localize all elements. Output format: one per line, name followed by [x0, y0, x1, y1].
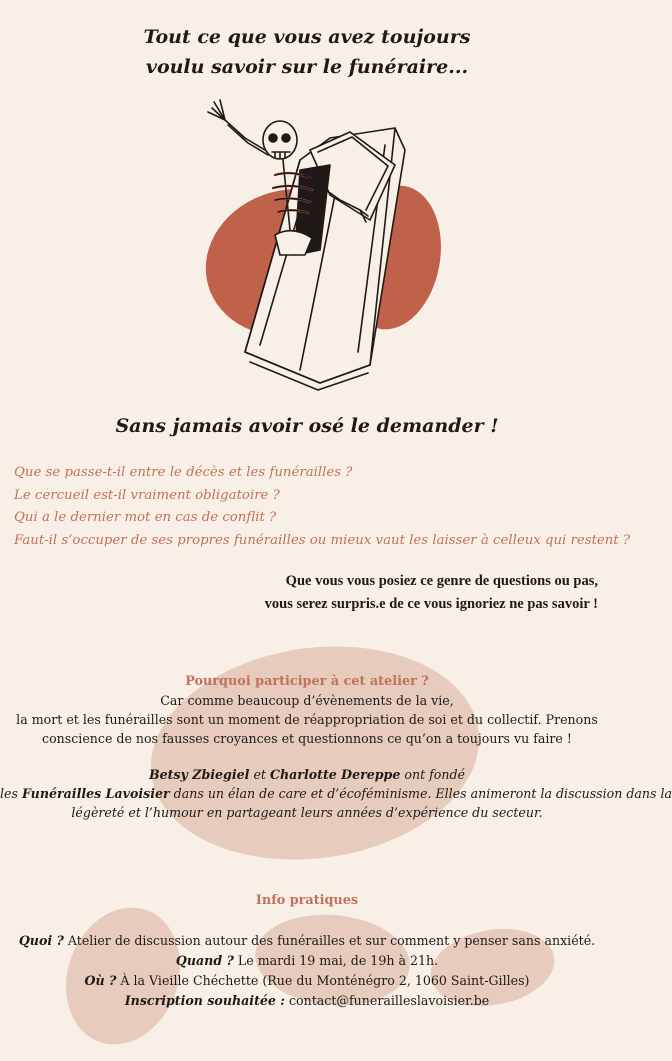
founder-name-2: Charlotte Dereppe — [269, 767, 401, 782]
quand-value: Le mardi 19 mai, de 19h à 21h. — [233, 953, 439, 968]
title-line-2: voulu savoir sur le funéraire... — [145, 56, 469, 78]
statement — [265, 570, 598, 616]
statement-line-1: Que vous vous posiez ce genre de questions ou pas, — [285, 573, 598, 589]
founders-line-2-rest: dans un élan de care et d’écoféminisme. Elles animeront la discussion dans la — [169, 786, 672, 801]
why-section — [0, 672, 614, 748]
founders-and: et — [249, 767, 270, 782]
founders-section — [0, 765, 672, 822]
why-line-2: la mort et les funérailles sont un moment de réappropriation de soi et du collectif. Prenons — [16, 712, 598, 727]
question-2: Le cercueil est-il vraiment obligatoire ? — [14, 487, 280, 503]
info-section — [0, 891, 614, 1011]
founders-line-3: légèreté et l’humour en partageant leurs années d’expérience du secteur. — [71, 805, 543, 820]
founders-les: les — [0, 786, 22, 801]
skeleton-coffin-illustration — [0, 0, 614, 400]
company-name: Funérailles Lavoisier — [21, 786, 170, 801]
quand-label: Quand ? — [175, 953, 234, 968]
question-3: Qui a le dernier mot en cas de conflit ? — [14, 510, 277, 525]
background-blob-large — [137, 626, 493, 880]
why-line-3: conscience de nos fausses croyances et questionnons ce qu’on a toujours vu faire ! — [42, 731, 572, 746]
quoi-value: Atelier de discussion autour des funérailles et sur comment y penser sans anxiété. — [63, 933, 596, 948]
quoi-label: Quoi ? — [18, 933, 64, 948]
inscription-label: Inscription souhaitée : — [124, 993, 285, 1008]
question-4: Faut-il s’occuper de ses propres funérailles ou mieux vaut les laisser à celleux qui restent ? — [14, 532, 631, 548]
founder-name-1: Betsy Zbiegiel — [148, 767, 250, 782]
ou-value: À la Vieille Chéchette (Rue du Monténégro 2, 1060 Saint-Gilles) — [116, 973, 530, 988]
why-title: Pourquoi participer à cet atelier ? — [185, 674, 429, 689]
founders-founded: ont fondé — [400, 767, 466, 782]
subtitle: Sans jamais avoir osé le demander ! — [115, 415, 499, 437]
info-title: Info pratiques — [255, 893, 359, 908]
contact-email[interactable]: contact@funerailleslavoisier.be — [284, 993, 490, 1008]
why-line-1: Car comme beaucoup d’évènements de la vie, — [160, 693, 454, 708]
ou-label: Où ? — [84, 973, 117, 988]
title-line-1: Tout ce que vous avez toujours — [143, 26, 471, 48]
statement-line-2: vous serez surpris.e de ce vous ignoriez ne pas savoir ! — [264, 596, 598, 612]
question-list — [14, 462, 631, 552]
question-1: Que se passe-t-il entre le décès et les funérailles ? — [14, 465, 353, 480]
